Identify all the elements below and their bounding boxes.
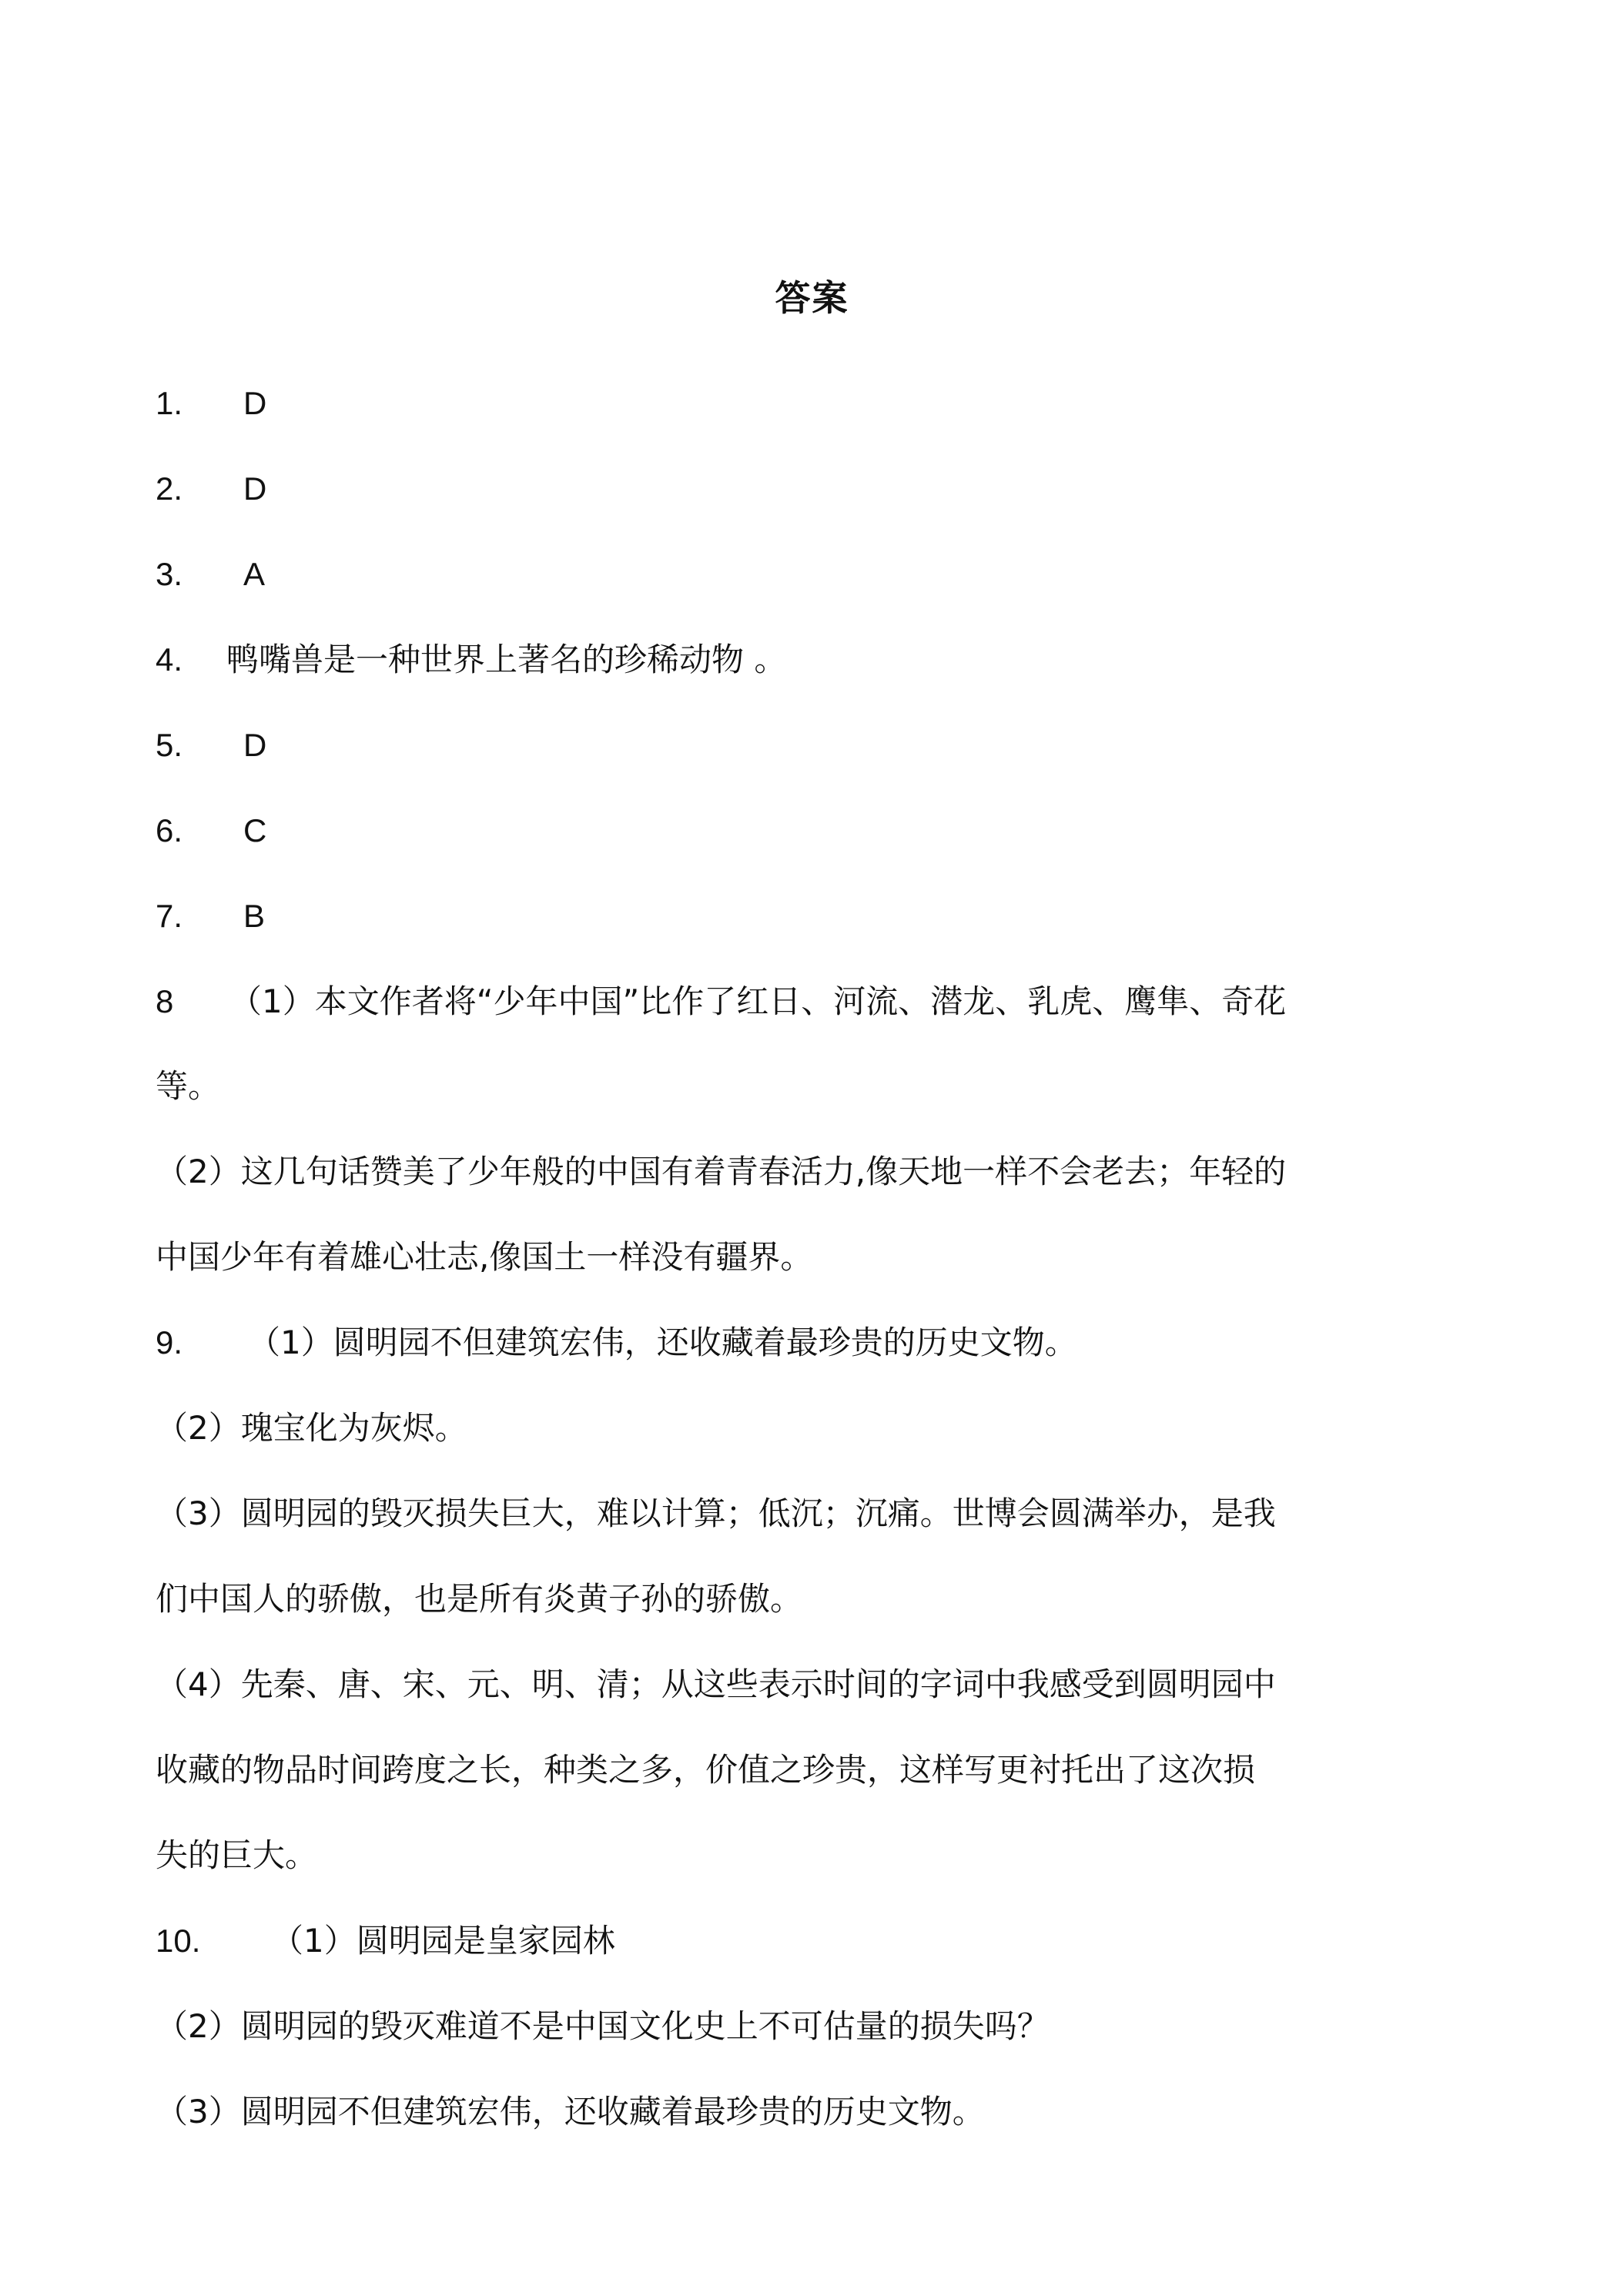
answer-text: D	[243, 470, 267, 507]
answer-text: 鸭嘴兽是一种世界上著名的珍稀动物 。	[226, 641, 787, 678]
answer-text: 中国少年有着雄心壮志,像国土一样没有疆界。	[156, 1238, 813, 1276]
answer-text: A	[243, 556, 266, 592]
answer-9-part-4-end	[156, 1829, 1480, 1883]
answer-text: （3）圆明园的毁灭损失巨大，难以计算；低沉；沉痛。世博会圆满举办，是我	[156, 1494, 1276, 1532]
answer-8-part-2-cont	[156, 1230, 1480, 1284]
answer-text: （2）圆明园的毁灭难道不是中国文化史上不可估量的损失吗？	[156, 2007, 1050, 2045]
answer-text: （2）这几句话赞美了少年般的中国有着青春活力,像天地一样不会老去；年轻的	[156, 1153, 1287, 1190]
answer-8-part-2	[156, 1145, 1480, 1199]
answer-text: 等。	[156, 1067, 221, 1105]
answer-9-part-3	[156, 1487, 1480, 1541]
answer-number: 4.	[156, 641, 183, 678]
answer-number: 10.	[156, 1923, 201, 1959]
answer-number: 5.	[156, 727, 183, 763]
page-title: 答案	[775, 277, 849, 319]
answer-9-part-1	[156, 1316, 1480, 1370]
answer-number: 8	[156, 983, 174, 1019]
answer-text: D	[243, 385, 267, 421]
answer-text: D	[243, 727, 267, 763]
answer-text: （3）圆明园不但建筑宏伟，还收藏着最珍贵的历史文物。	[156, 2093, 985, 2130]
answer-4	[156, 633, 1480, 687]
answer-text: （2）瑰宝化为灰烬。	[156, 1409, 467, 1447]
answer-number: 2.	[156, 470, 183, 507]
answer-9-part-2	[156, 1401, 1480, 1455]
answer-number: 6.	[156, 812, 183, 848]
answer-10-part-2	[156, 2000, 1480, 2053]
answer-text: C	[243, 812, 267, 848]
answer-7	[156, 889, 1480, 943]
answer-text: 收藏的物品时间跨度之长，种类之多，价值之珍贵，这样写更衬托出了这次损	[156, 1751, 1256, 1789]
answer-8-part-1-cont	[156, 1059, 1480, 1113]
answer-text: （1）本文作者将“少年中国”比作了红日、河流、潜龙、乳虎、鹰隼、奇花	[229, 982, 1287, 1020]
answer-9-part-3-cont	[156, 1572, 1480, 1626]
answer-text: 失的巨大。	[156, 1836, 318, 1874]
answer-5	[156, 718, 1480, 772]
answer-number: 3.	[156, 556, 183, 592]
answer-number: 7.	[156, 898, 183, 934]
answer-1	[156, 377, 1480, 430]
answer-3	[156, 547, 1480, 601]
answer-8-part-1	[156, 975, 1480, 1029]
answer-10-part-3	[156, 2085, 1480, 2139]
answer-9-part-4-cont	[156, 1743, 1480, 1797]
answer-9-part-4	[156, 1658, 1480, 1712]
answer-number: 9.	[156, 1324, 183, 1361]
answer-10-part-1	[156, 1914, 1480, 1968]
answer-6	[156, 804, 1480, 858]
answer-number: 1.	[156, 385, 183, 421]
answer-text: （1）圆明园不但建筑宏伟，还收藏着最珍贵的历史文物。	[248, 1324, 1077, 1361]
answer-text: （4）先秦、唐、宋、元、明、清；从这些表示时间的字词中我感受到圆明园中	[156, 1665, 1276, 1703]
answer-text: （1）圆明园是皇家园林	[271, 1922, 615, 1960]
answer-text: B	[243, 898, 266, 934]
answer-text: 们中国人的骄傲，也是所有炎黄子孙的骄傲。	[156, 1580, 803, 1618]
answer-2	[156, 462, 1480, 516]
